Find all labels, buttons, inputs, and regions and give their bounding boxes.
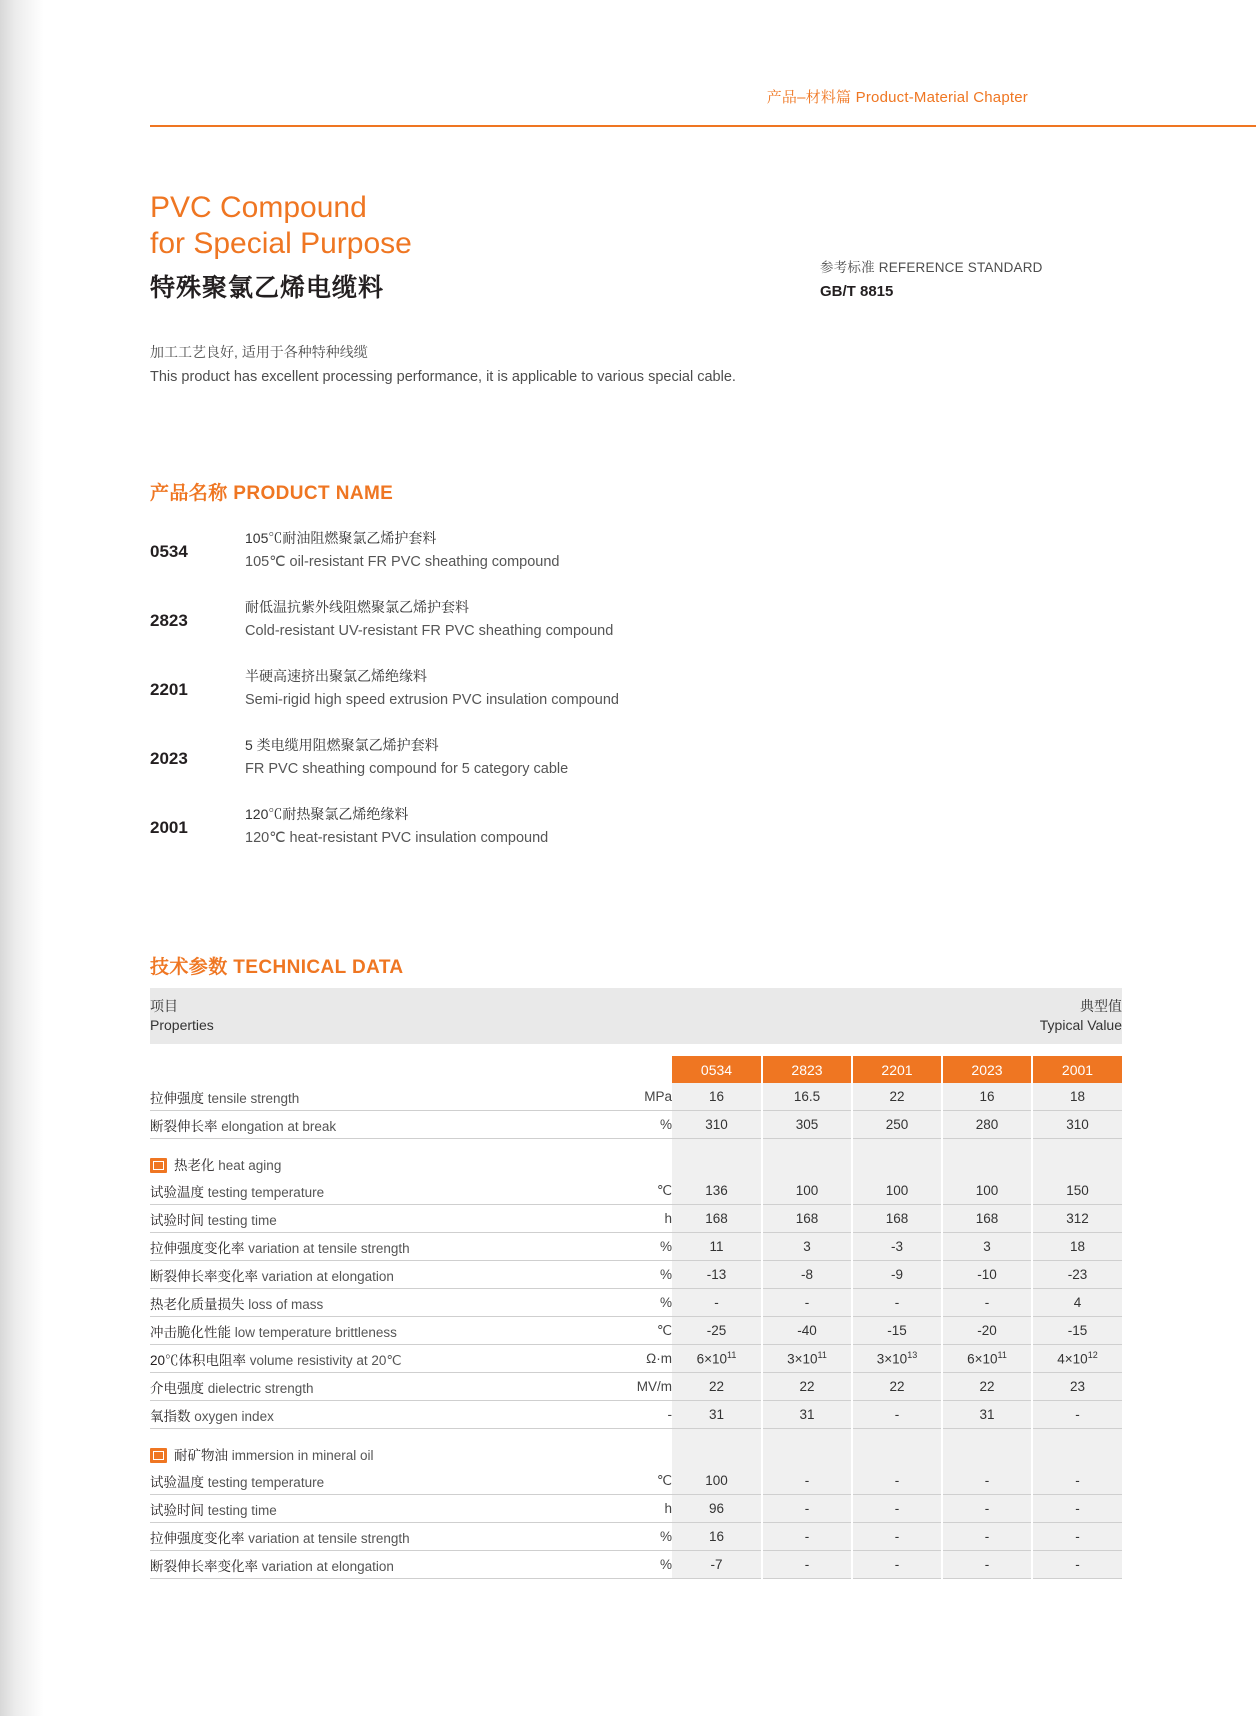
table-row-label: 试验时间 testing time bbox=[150, 1495, 602, 1523]
table-cell: 22 bbox=[672, 1373, 762, 1401]
table-row bbox=[150, 1345, 1122, 1373]
table-cell: $3\times 10^{11}$ bbox=[762, 1345, 852, 1373]
table-cell: $6\times 10^{11}$ bbox=[942, 1345, 1032, 1373]
table-cell: -3 bbox=[852, 1233, 942, 1261]
table-row bbox=[150, 1373, 1122, 1401]
list-item bbox=[150, 735, 1050, 804]
table-row-label: 试验时间 testing time bbox=[150, 1205, 602, 1233]
table-cell: - bbox=[852, 1495, 942, 1523]
table-cell: 22 bbox=[762, 1373, 852, 1401]
table-cell: - bbox=[672, 1289, 762, 1317]
table-cell: 16.5 bbox=[762, 1083, 852, 1111]
table-unit: MV/m bbox=[602, 1373, 672, 1401]
table-unit: ℃ bbox=[602, 1177, 672, 1205]
technical-data-table bbox=[150, 988, 1122, 1579]
table-row-label: 冲击脆化性能 low temperature brittleness bbox=[150, 1317, 602, 1345]
page-header bbox=[150, 86, 1256, 128]
table-spacer bbox=[150, 1044, 1122, 1056]
table-group-label: 热老化 heat aging bbox=[150, 1150, 602, 1177]
table-cell: 100 bbox=[942, 1177, 1032, 1205]
table-unit: % bbox=[602, 1551, 672, 1579]
description-cn: 加工工艺良好, 适用于各种特种线缆 bbox=[150, 344, 368, 360]
table-row-label: 拉伸强度变化率 variation at tensile strength bbox=[150, 1233, 602, 1261]
table-row-label: 拉伸强度 tensile strength bbox=[150, 1083, 602, 1111]
table-cell: - bbox=[1032, 1401, 1122, 1429]
table-group-row bbox=[150, 1150, 1122, 1177]
table-cell: - bbox=[852, 1289, 942, 1317]
page-title-en-line1: PVC Compound bbox=[150, 191, 367, 224]
table-cell: 96 bbox=[672, 1495, 762, 1523]
table-row bbox=[150, 1523, 1122, 1551]
table-row-label: 热老化质量损失 loss of mass bbox=[150, 1289, 602, 1317]
table-cell: - bbox=[762, 1523, 852, 1551]
table-cell: 305 bbox=[762, 1111, 852, 1139]
table-gap bbox=[150, 1429, 1122, 1441]
table-row-label: 试验温度 testing temperature bbox=[150, 1467, 602, 1495]
table-cell bbox=[942, 1440, 1032, 1467]
page-title-en bbox=[150, 190, 412, 262]
table-cell: 18 bbox=[1032, 1233, 1122, 1261]
product-name-en: Cold-resistant UV-resistant FR PVC sheathing compound bbox=[245, 623, 614, 639]
table-cell: 150 bbox=[1032, 1177, 1122, 1205]
reference-standard-code: GB/T 8815 bbox=[820, 283, 894, 300]
table-unit: % bbox=[602, 1289, 672, 1317]
mineral-oil-icon bbox=[150, 1448, 167, 1463]
product-code: 2201 bbox=[150, 680, 188, 699]
table-unit: % bbox=[602, 1523, 672, 1551]
table-row bbox=[150, 1083, 1122, 1111]
table-unit: ℃ bbox=[602, 1317, 672, 1345]
table-cell: 136 bbox=[672, 1177, 762, 1205]
table-cell: - bbox=[762, 1551, 852, 1579]
table-row-label: 氧指数 oxygen index bbox=[150, 1401, 602, 1429]
table-row-label: 断裂伸长率变化率 variation at elongation bbox=[150, 1551, 602, 1579]
table-cell bbox=[942, 1150, 1032, 1177]
table-cell: 168 bbox=[762, 1205, 852, 1233]
table-row bbox=[150, 1111, 1122, 1139]
table-cell: - bbox=[852, 1401, 942, 1429]
table-cell: 168 bbox=[672, 1205, 762, 1233]
table-cell: -10 bbox=[942, 1261, 1032, 1289]
table-cell bbox=[852, 1150, 942, 1177]
table-cell bbox=[1032, 1150, 1122, 1177]
table-row-label: 20℃体积电阻率 volume resistivity at 20℃ bbox=[150, 1345, 602, 1373]
list-item bbox=[150, 666, 1050, 735]
list-item bbox=[150, 528, 1050, 597]
table-cell: -20 bbox=[942, 1317, 1032, 1345]
header-chapter-cn: 产品–材料篇 bbox=[766, 89, 852, 106]
table-unit: % bbox=[602, 1261, 672, 1289]
product-name-en: Semi-rigid high speed extrusion PVC insulation compound bbox=[245, 692, 619, 708]
table-unit: h bbox=[602, 1205, 672, 1233]
table-unit: h bbox=[602, 1495, 672, 1523]
table-column-code: 2201 bbox=[852, 1056, 942, 1083]
table-cell: 100 bbox=[672, 1467, 762, 1495]
product-name-en: FR PVC sheathing compound for 5 category cable bbox=[245, 761, 569, 777]
table-cell: - bbox=[762, 1289, 852, 1317]
page-title-en-line2: for Special Purpose bbox=[150, 227, 412, 260]
product-code: 2023 bbox=[150, 749, 188, 768]
table-cell: - bbox=[1032, 1495, 1122, 1523]
table-cell: 22 bbox=[852, 1083, 942, 1111]
product-name-cn: 5 类电缆用阻燃聚氯乙烯护套料 bbox=[245, 737, 439, 753]
table-header-row bbox=[150, 988, 1122, 1044]
product-name-en: 105℃ oil-resistant FR PVC sheathing compound bbox=[245, 554, 560, 570]
table-header-typical-value: 典型值 Typical Value bbox=[672, 988, 1122, 1044]
table-cell: - bbox=[942, 1289, 1032, 1317]
table-cell: - bbox=[942, 1467, 1032, 1495]
product-code: 2001 bbox=[150, 818, 188, 837]
section-title-product-name: 产品名称 PRODUCT NAME bbox=[150, 483, 394, 504]
table-cell bbox=[1032, 1440, 1122, 1467]
table-row bbox=[150, 1401, 1122, 1429]
table-cell: -15 bbox=[852, 1317, 942, 1345]
table-cell: - bbox=[852, 1523, 942, 1551]
table-cell: 250 bbox=[852, 1111, 942, 1139]
table-unit: % bbox=[602, 1233, 672, 1261]
table-unit bbox=[602, 1150, 672, 1177]
table-column-code: 2823 bbox=[762, 1056, 852, 1083]
table-cell: 280 bbox=[942, 1111, 1032, 1139]
table-cell: 312 bbox=[1032, 1205, 1122, 1233]
table-cell: 3 bbox=[762, 1233, 852, 1261]
header-rule bbox=[150, 125, 1256, 127]
table-header-properties: 项目 Properties bbox=[150, 988, 672, 1044]
table-cell: 22 bbox=[942, 1373, 1032, 1401]
table-unit: - bbox=[602, 1401, 672, 1429]
table-cell: 310 bbox=[1032, 1111, 1122, 1139]
table-cell: - bbox=[942, 1523, 1032, 1551]
header-chapter-en: Product-Material Chapter bbox=[855, 89, 1028, 106]
table-cell: 18 bbox=[1032, 1083, 1122, 1111]
table-cell: -40 bbox=[762, 1317, 852, 1345]
table-row bbox=[150, 1261, 1122, 1289]
table-cell: 16 bbox=[672, 1083, 762, 1111]
table-cell: - bbox=[1032, 1551, 1122, 1579]
table-row-label: 试验温度 testing temperature bbox=[150, 1177, 602, 1205]
table-row bbox=[150, 1317, 1122, 1345]
table-unit: MPa bbox=[602, 1083, 672, 1111]
table-cell: -15 bbox=[1032, 1317, 1122, 1345]
table-cell: 31 bbox=[762, 1401, 852, 1429]
table-cell: -25 bbox=[672, 1317, 762, 1345]
table-cell bbox=[672, 1440, 762, 1467]
table-cell: $3\times 10^{13}$ bbox=[852, 1345, 942, 1373]
reference-standard-label: 参考标准 REFERENCE STANDARD bbox=[820, 260, 1043, 275]
table-cell: - bbox=[942, 1495, 1032, 1523]
table-cell: 168 bbox=[942, 1205, 1032, 1233]
product-name-cn: 耐低温抗紫外线阻燃聚氯乙烯护套料 bbox=[245, 599, 469, 615]
table-cell: 100 bbox=[852, 1177, 942, 1205]
table-row bbox=[150, 1467, 1122, 1495]
table-cell: 31 bbox=[672, 1401, 762, 1429]
table-row bbox=[150, 1495, 1122, 1523]
table-cell: 16 bbox=[672, 1523, 762, 1551]
table-row bbox=[150, 1233, 1122, 1261]
table-unit: Ω·m bbox=[602, 1345, 672, 1373]
table-cell: - bbox=[762, 1467, 852, 1495]
product-code: 2823 bbox=[150, 611, 188, 630]
table-group-label: 耐矿物油 immersion in mineral oil bbox=[150, 1440, 602, 1467]
table-cell: -23 bbox=[1032, 1261, 1122, 1289]
table-column-code: 2023 bbox=[942, 1056, 1032, 1083]
table-row-label: 断裂伸长率 elongation at break bbox=[150, 1111, 602, 1139]
product-name-cn: 120℃耐热聚氯乙烯绝缘料 bbox=[245, 806, 409, 822]
table-cell: 168 bbox=[852, 1205, 942, 1233]
table-cell bbox=[762, 1440, 852, 1467]
product-name-cn: 半硬高速挤出聚氯乙烯绝缘料 bbox=[245, 668, 427, 684]
table-cell: - bbox=[852, 1551, 942, 1579]
table-cell: 31 bbox=[942, 1401, 1032, 1429]
table-column-code: 0534 bbox=[672, 1056, 762, 1083]
table-row-label: 断裂伸长率变化率 variation at elongation bbox=[150, 1261, 602, 1289]
table-column-code: 2001 bbox=[1032, 1056, 1122, 1083]
table-cell: 23 bbox=[1032, 1373, 1122, 1401]
product-name-cn: 105℃耐油阻燃聚氯乙烯护套料 bbox=[245, 530, 437, 546]
product-name-en: 120℃ heat-resistant PVC insulation compound bbox=[245, 830, 549, 846]
table-row-label: 介电强度 dielectric strength bbox=[150, 1373, 602, 1401]
table-cell: - bbox=[1032, 1523, 1122, 1551]
product-code: 0534 bbox=[150, 542, 188, 561]
page-title-cn: 特殊聚氯乙烯电缆料 bbox=[150, 274, 385, 302]
table-cell: -13 bbox=[672, 1261, 762, 1289]
table-unit: ℃ bbox=[602, 1467, 672, 1495]
table-cell: - bbox=[942, 1551, 1032, 1579]
table-row bbox=[150, 1289, 1122, 1317]
table-gap bbox=[150, 1139, 1122, 1151]
table-cell: - bbox=[852, 1467, 942, 1495]
table-cell bbox=[852, 1440, 942, 1467]
table-cell: 310 bbox=[672, 1111, 762, 1139]
table-column-code-row bbox=[150, 1056, 1122, 1083]
table-cell: 4 bbox=[1032, 1289, 1122, 1317]
table-cell: 22 bbox=[852, 1373, 942, 1401]
table-cell: -7 bbox=[672, 1551, 762, 1579]
table-cell: -8 bbox=[762, 1261, 852, 1289]
header-chapter-label bbox=[767, 86, 1028, 107]
table-cell: $4\times 10^{12}$ bbox=[1032, 1345, 1122, 1373]
table-cell: - bbox=[762, 1495, 852, 1523]
heat-aging-icon bbox=[150, 1158, 167, 1173]
table-cell bbox=[762, 1150, 852, 1177]
table-cell: 16 bbox=[942, 1083, 1032, 1111]
table-cell: 3 bbox=[942, 1233, 1032, 1261]
table-cell: - bbox=[1032, 1467, 1122, 1495]
table-unit: % bbox=[602, 1111, 672, 1139]
table-cell bbox=[672, 1150, 762, 1177]
table-row-label: 拉伸强度变化率 variation at tensile strength bbox=[150, 1523, 602, 1551]
table-cell: -9 bbox=[852, 1261, 942, 1289]
table-group-row bbox=[150, 1440, 1122, 1467]
table-cell: 11 bbox=[672, 1233, 762, 1261]
table-row bbox=[150, 1205, 1122, 1233]
table-row bbox=[150, 1551, 1122, 1579]
table-row bbox=[150, 1177, 1122, 1205]
section-title-technical-data: 技术参数 TECHNICAL DATA bbox=[150, 957, 404, 978]
list-item bbox=[150, 597, 1050, 666]
product-name-list bbox=[150, 528, 1050, 873]
table-unit bbox=[602, 1440, 672, 1467]
table-cell: 100 bbox=[762, 1177, 852, 1205]
list-item bbox=[150, 804, 1050, 873]
description-en: This product has excellent processing performance, it is applicable to various special cable. bbox=[150, 369, 736, 385]
table-cell: $6\times 10^{11}$ bbox=[672, 1345, 762, 1373]
